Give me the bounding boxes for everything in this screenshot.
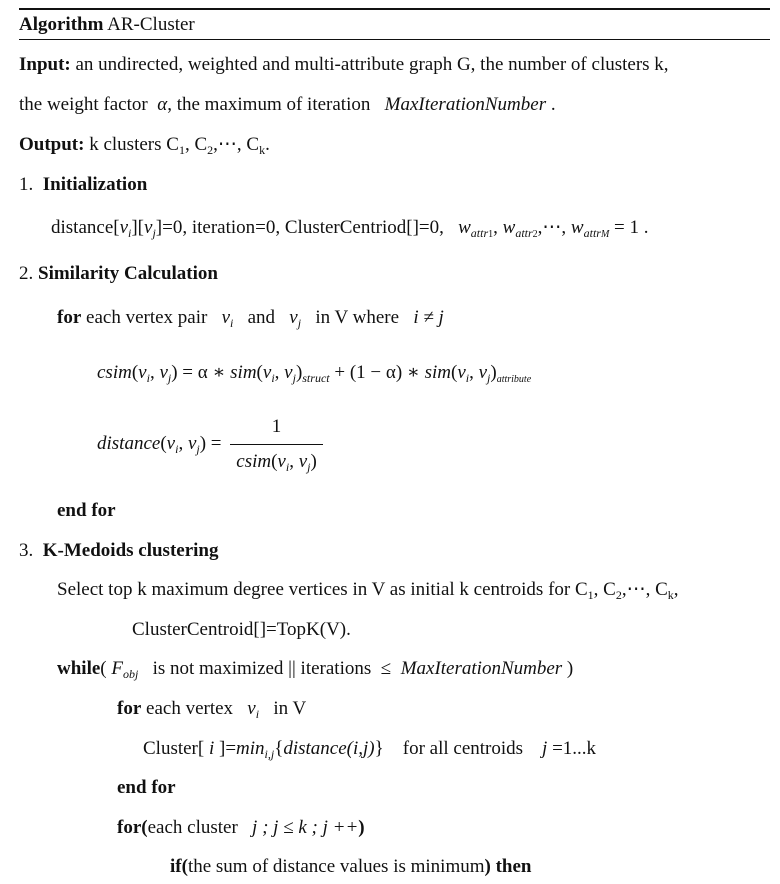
algorithm-label: Algorithm — [19, 14, 104, 35]
w-2: w — [502, 217, 516, 238]
if-keyword: if( — [170, 856, 188, 877]
fraction-denominator: $csim(v_i$, $v_j$) — [236, 451, 317, 474]
csim-denom: csim — [236, 451, 272, 472]
leq-symbol: ≤ — [380, 658, 392, 679]
c2: , C — [593, 579, 616, 600]
init-bracket: ][ — [131, 217, 145, 238]
attr-M: attr — [583, 226, 601, 240]
if-condition: the sum of distance values is minimum — [187, 856, 485, 877]
c-sub-k: k — [667, 588, 674, 602]
c-dots: ,⋯, C — [621, 579, 668, 600]
distance-fn: distance — [97, 432, 161, 454]
input-text-2b: , the maximum of iteration — [167, 94, 371, 115]
attr-index-M: M — [600, 229, 610, 240]
step-2-end-for — [57, 499, 116, 523]
init-rest: ]=0, iteration=0, ClusterCentriod[]=0, — [155, 217, 444, 238]
while-close: ) — [566, 658, 574, 679]
while-keyword: while — [57, 658, 101, 679]
and-word: and — [247, 307, 276, 328]
struct-sub: struct — [302, 371, 330, 385]
attr-1: attr — [470, 226, 489, 240]
in-v-where: in V where — [315, 307, 400, 328]
output-end: . — [265, 134, 270, 155]
step-3-title: K-Medoids clustering — [42, 540, 219, 561]
input-end: . — [550, 94, 556, 115]
min-sub: i,j — [264, 747, 275, 761]
step-1-heading — [19, 173, 147, 197]
end-for-keyword: end for — [57, 500, 116, 521]
output-label: Output: — [19, 134, 85, 155]
c-sub-1: 1 — [587, 588, 594, 602]
j-range: =1...k — [552, 738, 597, 759]
for-each-vertex-line: for each vertex $v_i$ in V — [117, 698, 307, 721]
each-cluster: each cluster — [147, 817, 238, 838]
input-label: Input: — [19, 54, 71, 75]
for-each-cluster-line — [117, 816, 365, 840]
distance-ij: distance(i,j) — [283, 738, 375, 759]
sim-fn-2: sim — [424, 362, 451, 383]
c-sub-2: 2 — [615, 588, 622, 602]
plus-alpha: + (1 − α) ∗ — [334, 362, 420, 383]
for-paren: for( — [117, 817, 148, 838]
cluster-pre: Cluster[ — [143, 738, 205, 759]
step-3-number: 3. — [19, 540, 34, 561]
initialization-statement — [51, 216, 649, 240]
distance-fraction — [230, 413, 323, 476]
select-end: , — [673, 579, 679, 600]
for-all-centroids: for all centroids — [402, 738, 524, 759]
csim-formula: $csim(v_i$, $v_j) = \alpha$ ∗ $sim(v_i$, $v_j)_{struct} + (1 - \alpha)$ ∗ $sim(v_i$, $v_j)_{attribute}$ — [97, 362, 532, 385]
w-M: w — [570, 217, 584, 238]
if-line — [170, 855, 532, 879]
input-line-2 — [19, 93, 556, 117]
cluster-index: i — [208, 738, 215, 759]
sep-1: , — [493, 217, 498, 238]
input-text-2a: the weight factor — [19, 94, 148, 115]
sub-i: i — [128, 226, 132, 240]
output-line — [19, 133, 270, 157]
brace-close: } — [374, 738, 384, 759]
step-1-title: Initialization — [42, 174, 148, 195]
v-j: v — [144, 217, 153, 238]
for-keyword-2: for — [117, 698, 142, 719]
cluster-eq: ]= — [219, 738, 237, 759]
i-neq-j: i ≠ j — [413, 307, 444, 328]
end-for-keyword-2: end for — [117, 777, 176, 798]
max-iteration-symbol: MaxIterationNumber — [384, 94, 547, 115]
output-c2: , C — [184, 134, 208, 155]
top-rule — [19, 8, 770, 10]
sim-fn-1: sim — [230, 362, 257, 383]
then-keyword: ) then — [484, 856, 532, 877]
sub-j: j — [152, 226, 156, 240]
step-2-title: Similarity Calculation — [38, 263, 218, 284]
output-dots: ,⋯, C — [213, 134, 260, 155]
select-text: Select top k maximum degree vertices in V as initial k centroids for C — [57, 579, 588, 600]
for-close: ) — [358, 817, 365, 838]
attr-index-2: 2 — [532, 229, 538, 240]
attr-index-1: 1 — [488, 229, 494, 240]
step-2-number: 2. — [19, 263, 34, 284]
step-3-heading — [19, 539, 219, 563]
alpha-symbol: α — [157, 94, 168, 115]
brace-open: { — [274, 738, 284, 759]
topk-assignment — [132, 618, 351, 642]
weights-eq: = 1 . — [614, 217, 649, 238]
for-each-pair-line: for each vertex pair $v_i$ and $v_j$ in V where i ≠ j — [57, 307, 444, 330]
step-1-number: 1. — [19, 174, 34, 195]
algorithm-name: AR-Cluster — [107, 14, 195, 35]
topk-text: ClusterCentroid[]=TopK(V). — [132, 619, 351, 640]
input-line-1 — [19, 53, 669, 77]
sub-2: 2 — [207, 143, 214, 157]
header-rule — [19, 39, 770, 40]
sub-1: 1 — [178, 143, 185, 157]
step-2-heading — [19, 262, 218, 286]
csim-fn: csim — [97, 362, 132, 383]
for-keyword: for — [57, 307, 82, 328]
f-symbol: F — [111, 658, 123, 679]
attribute-sub: attribute — [496, 374, 532, 385]
input-text-1: an undirected, weighted and multi-attribute graph G, the number of clusters k, — [75, 54, 669, 75]
algorithm-header — [19, 13, 195, 37]
min-fn: min — [236, 738, 265, 759]
each-vertex-pair: each vertex pair — [86, 307, 208, 328]
loop-condition: j ; j ≤ k ; j ++ — [252, 817, 359, 838]
obj-sub: obj — [122, 667, 139, 681]
attr-2: attr — [515, 226, 533, 240]
init-distance: distance[ — [51, 217, 120, 238]
in-v: in V — [273, 698, 307, 719]
output-text: k clusters C — [89, 134, 179, 155]
each-vertex: each vertex — [146, 698, 234, 719]
w-1: w — [458, 217, 471, 238]
while-max-iter: MaxIterationNumber — [400, 658, 563, 679]
cluster-assign-line: Cluster[ i ]$=\min_{i,j}\{distance(i,j)\}$ for all centroids j =1...k — [143, 738, 597, 761]
cdots: ,⋯, — [537, 217, 567, 238]
while-line: while( $F_{obj}$ is not maximized || iterations ≤ MaxIterationNumber ) — [57, 658, 574, 681]
eq-alpha: ) = α ∗ — [171, 362, 226, 383]
not-maximized-text: is not maximized || iterations — [152, 658, 372, 679]
sub-k: k — [259, 143, 266, 157]
select-topk-line — [57, 578, 679, 602]
fraction-numerator: 1 — [230, 413, 323, 445]
v-i: v — [119, 217, 129, 238]
distance-formula: $distance(v_i$, $v_j$) = $\frac{1}{csim(v_i, v_j)}$ — [97, 413, 323, 476]
inner-end-for — [117, 776, 176, 800]
